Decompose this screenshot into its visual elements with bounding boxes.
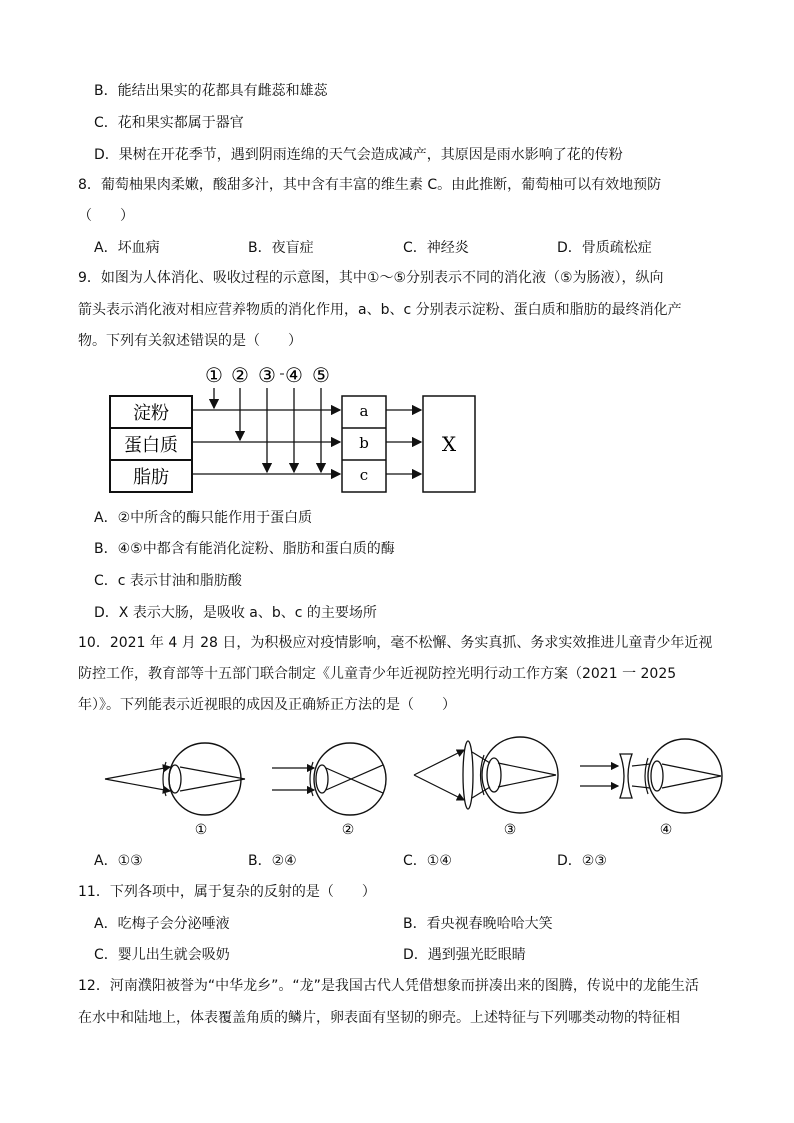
q7-option-d: D．果树在开花季节，遇到阴雨连绵的天气会造成减产，其原因是雨水影响了花的传粉 <box>94 147 623 163</box>
q11-option-a: A．吃梅子会分泌唾液 <box>94 916 230 932</box>
eye-label-1: ① <box>194 822 208 838</box>
q10-stem-line2: 防控工作，教育部等十五部门联合制定《儿童青少年近视防控光明行动工作方案（2021 一 2025 <box>78 666 677 682</box>
digestive-juice-3: ③ <box>258 363 276 387</box>
q10-stem-line1: 10．2021 年 4 月 28 日，为积极应对疫情影响，毫不松懈、务实真抓、务求实效推进儿童青少年近视 <box>78 635 713 651</box>
q8-option-b: B．夜盲症 <box>248 240 314 256</box>
eye-diagrams <box>100 730 740 840</box>
q9-option-a: A．②中所含的酶只能作用于蛋白质 <box>94 510 313 526</box>
nutrient-starch: 淀粉 <box>133 403 169 424</box>
q8-option-a: A．坏血病 <box>94 240 160 256</box>
organ-x: X <box>441 432 457 456</box>
q8-option-d: D．骨质疏松症 <box>557 240 652 256</box>
eye-diagram-3 <box>414 737 558 838</box>
product-c: c <box>359 466 369 484</box>
eye-diagram-2 <box>272 743 386 838</box>
nutrient-protein: 蛋白质 <box>124 435 178 456</box>
eye-label-4: ④ <box>659 822 673 838</box>
eye-diagram-4 <box>580 739 722 838</box>
digestive-juice-2: ② <box>231 363 249 387</box>
q8-option-c: C．神经炎 <box>403 240 469 256</box>
digestion-diagram <box>108 360 478 496</box>
q9-option-d: D．X 表示大肠，是吸收 a、b、c 的主要场所 <box>94 605 377 621</box>
q11-option-b: B．看央视春晚哈哈大笑 <box>403 916 553 932</box>
q9-stem-line3: 物。下列有关叙述错误的是（ ） <box>78 333 302 349</box>
q11-option-d: D．遇到强光眨眼睛 <box>403 947 526 963</box>
digestive-juice-4: ④ <box>285 363 303 387</box>
product-a: a <box>359 402 369 420</box>
q10-option-d: D．②③ <box>557 853 607 869</box>
q10-option-b: B．②④ <box>248 853 297 869</box>
q12-stem-line1: 12．河南濮阳被誉为“中华龙乡”。“龙”是我国古代人凭借想象而拼凑出来的图腾，传说中的龙能生活 <box>78 978 699 994</box>
q8-stem: 8．葡萄柚果肉柔嫩，酸甜多汁，其中含有丰富的维生素 C。由此推断，葡萄柚可以有效地预防 <box>78 177 662 193</box>
q9-stem-line2: 箭头表示消化液对相应营养物质的消化作用，a、b、c 分别表示淀粉、蛋白质和脂肪的最终消化产 <box>78 302 682 318</box>
q7-option-b: B．能结出果实的花都具有雌蕊和雄蕊 <box>94 83 328 99</box>
eye-label-3: ③ <box>503 822 517 838</box>
q8-stem-paren: （ ） <box>78 208 134 224</box>
nutrient-fat: 脂肪 <box>133 467 169 488</box>
q9-stem-line1: 9．如图为人体消化、吸收过程的示意图，其中①～⑤分别表示不同的消化液（⑤为肠液），纵向 <box>78 270 664 286</box>
q9-option-c: C．c 表示甘油和脂肪酸 <box>94 573 242 589</box>
q10-option-c: C．①④ <box>403 853 452 869</box>
digestive-juice-1: ① <box>205 363 223 387</box>
q7-option-c: C．花和果实都属于器官 <box>94 115 244 131</box>
eye-diagram-1 <box>105 743 245 838</box>
q10-stem-line3: 年）》。下列能表示近视眼的成因及正确矫正方法的是（ ） <box>78 697 456 713</box>
q11-option-c: C．婴儿出生就会吸奶 <box>94 947 230 963</box>
q10-option-a: A．①③ <box>94 853 143 869</box>
q11-stem: 11．下列各项中，属于复杂的反射的是（ ） <box>78 884 376 900</box>
eye-label-2: ② <box>341 822 355 838</box>
q9-option-b: B．④⑤中都含有能消化淀粉、脂肪和蛋白质的酶 <box>94 541 395 557</box>
product-b: b <box>359 434 369 452</box>
digestive-juice-5: ⑤ <box>312 363 330 387</box>
q12-stem-line2: 在水中和陆地上，体表覆盖角质的鳞片，卵表面有坚韧的卵壳。上述特征与下列哪类动物的特征相 <box>78 1010 680 1026</box>
